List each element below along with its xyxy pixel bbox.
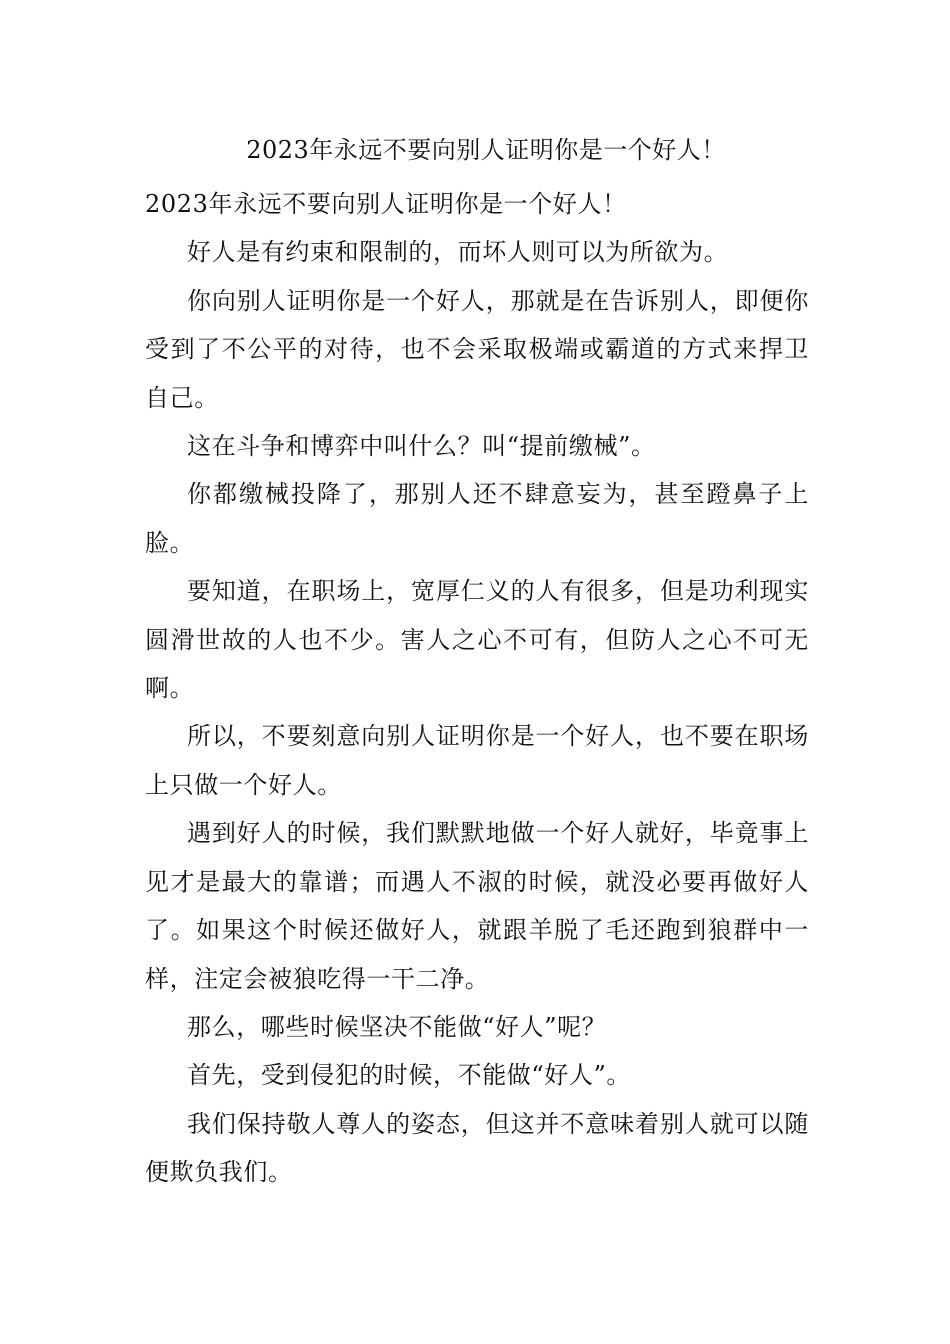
document-title: 2023年永远不要向别人证明你是一个好人！ — [246, 136, 726, 164]
paragraph: 你向别人证明你是一个好人，那就是在告诉别人，即便你受到了不公平的对待，也不会采取极端或霸道的方式来捍卫自己。 — [145, 286, 809, 412]
paragraph: 遇到好人的时候，我们默默地做一个好人就好，毕竟事上见才是最大的靠谱；而遇人不淑的时候，就没必要再做好人了。如果这个时候还做好人，就跟羊脱了毛还跑到狼群中一样，注定会被狼吃得一干二净。 — [145, 819, 809, 993]
paragraph: 要知道，在职场上，宽厚仁义的人有很多，但是功利现实圆滑世故的人也不少。害人之心不可有，但防人之心不可无啊。 — [145, 577, 809, 703]
paragraph: 我们保持敬人尊人的姿态，但这并不意味着别人就可以随便欺负我们。 — [145, 1109, 809, 1187]
paragraph: 你都缴械投降了，那别人还不肆意妄为，甚至蹬鼻子上脸。 — [145, 480, 809, 557]
paragraph: 所以，不要刻意向别人证明你是一个好人，也不要在职场上只做一个好人。 — [145, 722, 809, 799]
paragraph: 那么，哪些时候坚决不能做“好人”呢？ — [187, 1012, 607, 1041]
paragraph: 好人是有约束和限制的，而坏人则可以为所欲为。 — [187, 238, 729, 267]
paragraph: 首先，受到侵犯的时候，不能做“好人”。 — [187, 1061, 631, 1090]
document-body — [145, 180, 809, 1197]
paragraph: 2023年永远不要向别人证明你是一个好人！ — [145, 190, 627, 218]
paragraph: 这在斗争和博弈中叫什么？叫“提前缴械”。 — [187, 432, 656, 461]
